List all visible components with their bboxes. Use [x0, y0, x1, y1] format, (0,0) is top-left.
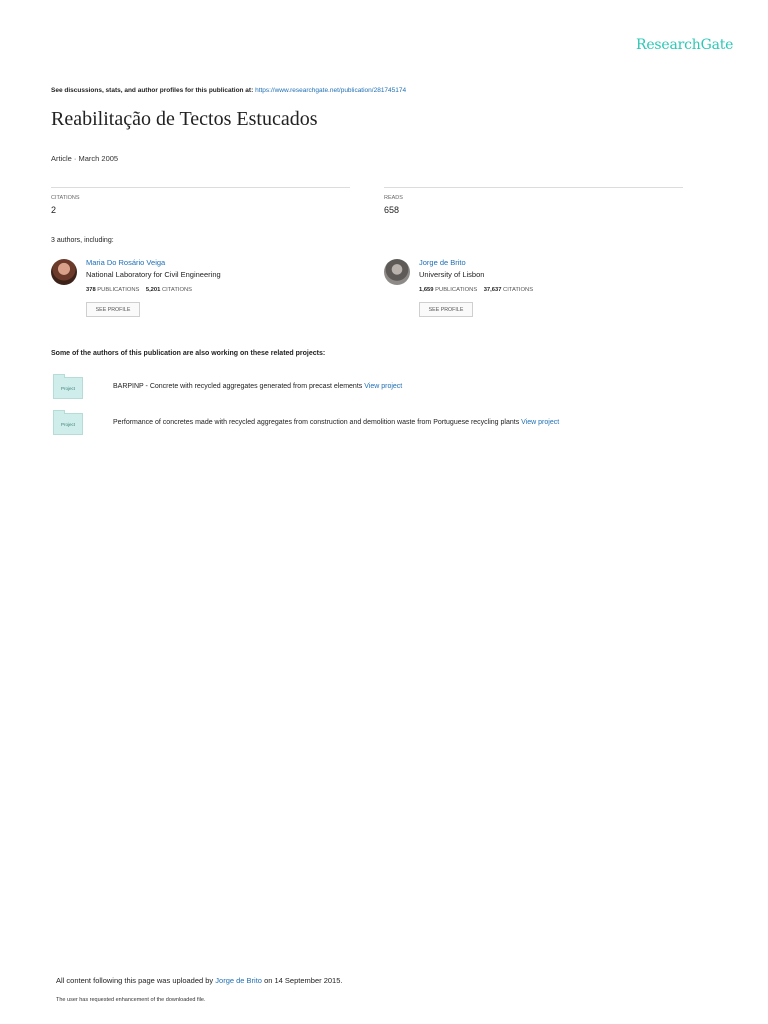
author-name-link[interactable]: Jorge de Brito: [419, 258, 466, 267]
author-avatar[interactable]: [384, 259, 410, 285]
citations-value: 2: [51, 205, 57, 215]
author-stats: [419, 287, 533, 293]
author-citations-label: CITATIONS: [503, 287, 534, 293]
project-badge: Project: [60, 385, 75, 391]
project-folder-icon[interactable]: [53, 413, 83, 435]
author-avatar[interactable]: [51, 259, 77, 285]
project-title: BARPINP - Concrete with recycled aggregates generated from precast elements: [113, 383, 363, 390]
author-stats: [86, 287, 192, 293]
author-publications-label: PUBLICATIONS: [97, 287, 140, 293]
footer-prefix: All content following this page was uploaded by: [56, 976, 214, 985]
see-profile-button[interactable]: SEE PROFILE: [86, 302, 140, 317]
enhancement-note: The user has requested enhancement of the downloaded file.: [56, 997, 206, 1003]
citations-label: CITATIONS: [51, 195, 80, 201]
publication-title: Reabilitação de Tectos Estucados: [51, 108, 318, 130]
discussions-line: [51, 87, 406, 94]
author-publications-count: 1,659: [419, 287, 434, 293]
author-publications-count: 378: [86, 287, 96, 293]
reads-value: 658: [384, 205, 400, 215]
uploader-link[interactable]: Jorge de Brito: [215, 976, 262, 985]
project-badge: Project: [60, 421, 75, 427]
view-project-link[interactable]: View project: [364, 383, 403, 390]
project-item: [51, 377, 691, 403]
researchgate-logo[interactable]: ResearchGate: [636, 37, 734, 53]
project-folder-icon[interactable]: [53, 377, 83, 399]
author-institution: University of Lisbon: [419, 270, 485, 279]
project-description: [113, 419, 559, 426]
author-citations-count: 37,637: [483, 287, 502, 293]
author-citations-count: 5,201: [145, 287, 161, 293]
publication-meta: Article · March 2005: [51, 154, 119, 163]
citations-divider: [51, 187, 350, 188]
see-profile-button[interactable]: SEE PROFILE: [419, 302, 473, 317]
author-citations-label: CITATIONS: [161, 287, 193, 293]
footer-suffix: on 14 September 2015.: [264, 976, 343, 985]
reads-label: READS: [384, 195, 403, 201]
author-card: [384, 258, 674, 320]
publication-url-link[interactable]: https://www.researchgate.net/publication/281745174: [255, 87, 407, 94]
project-item: [51, 413, 691, 439]
project-description: [113, 383, 402, 390]
project-title: Performance of concretes made with recycled aggregates from construction and demolition waste from Portuguese recycling plants: [113, 419, 520, 426]
authors-heading: 3 authors, including:: [51, 237, 114, 244]
reads-divider: [384, 187, 683, 188]
discussions-text: See discussions, stats, and author profiles for this publication at:: [51, 87, 254, 94]
author-name-link[interactable]: Maria Do Rosário Veiga: [86, 258, 166, 267]
author-institution: National Laboratory for Civil Engineering: [86, 270, 221, 279]
author-publications-label: PUBLICATIONS: [435, 287, 478, 293]
author-card: [51, 258, 341, 320]
view-project-link[interactable]: View project: [521, 419, 560, 426]
related-projects-heading: Some of the authors of this publication are also working on these related projects:: [51, 350, 326, 357]
upload-footer: [56, 976, 342, 985]
